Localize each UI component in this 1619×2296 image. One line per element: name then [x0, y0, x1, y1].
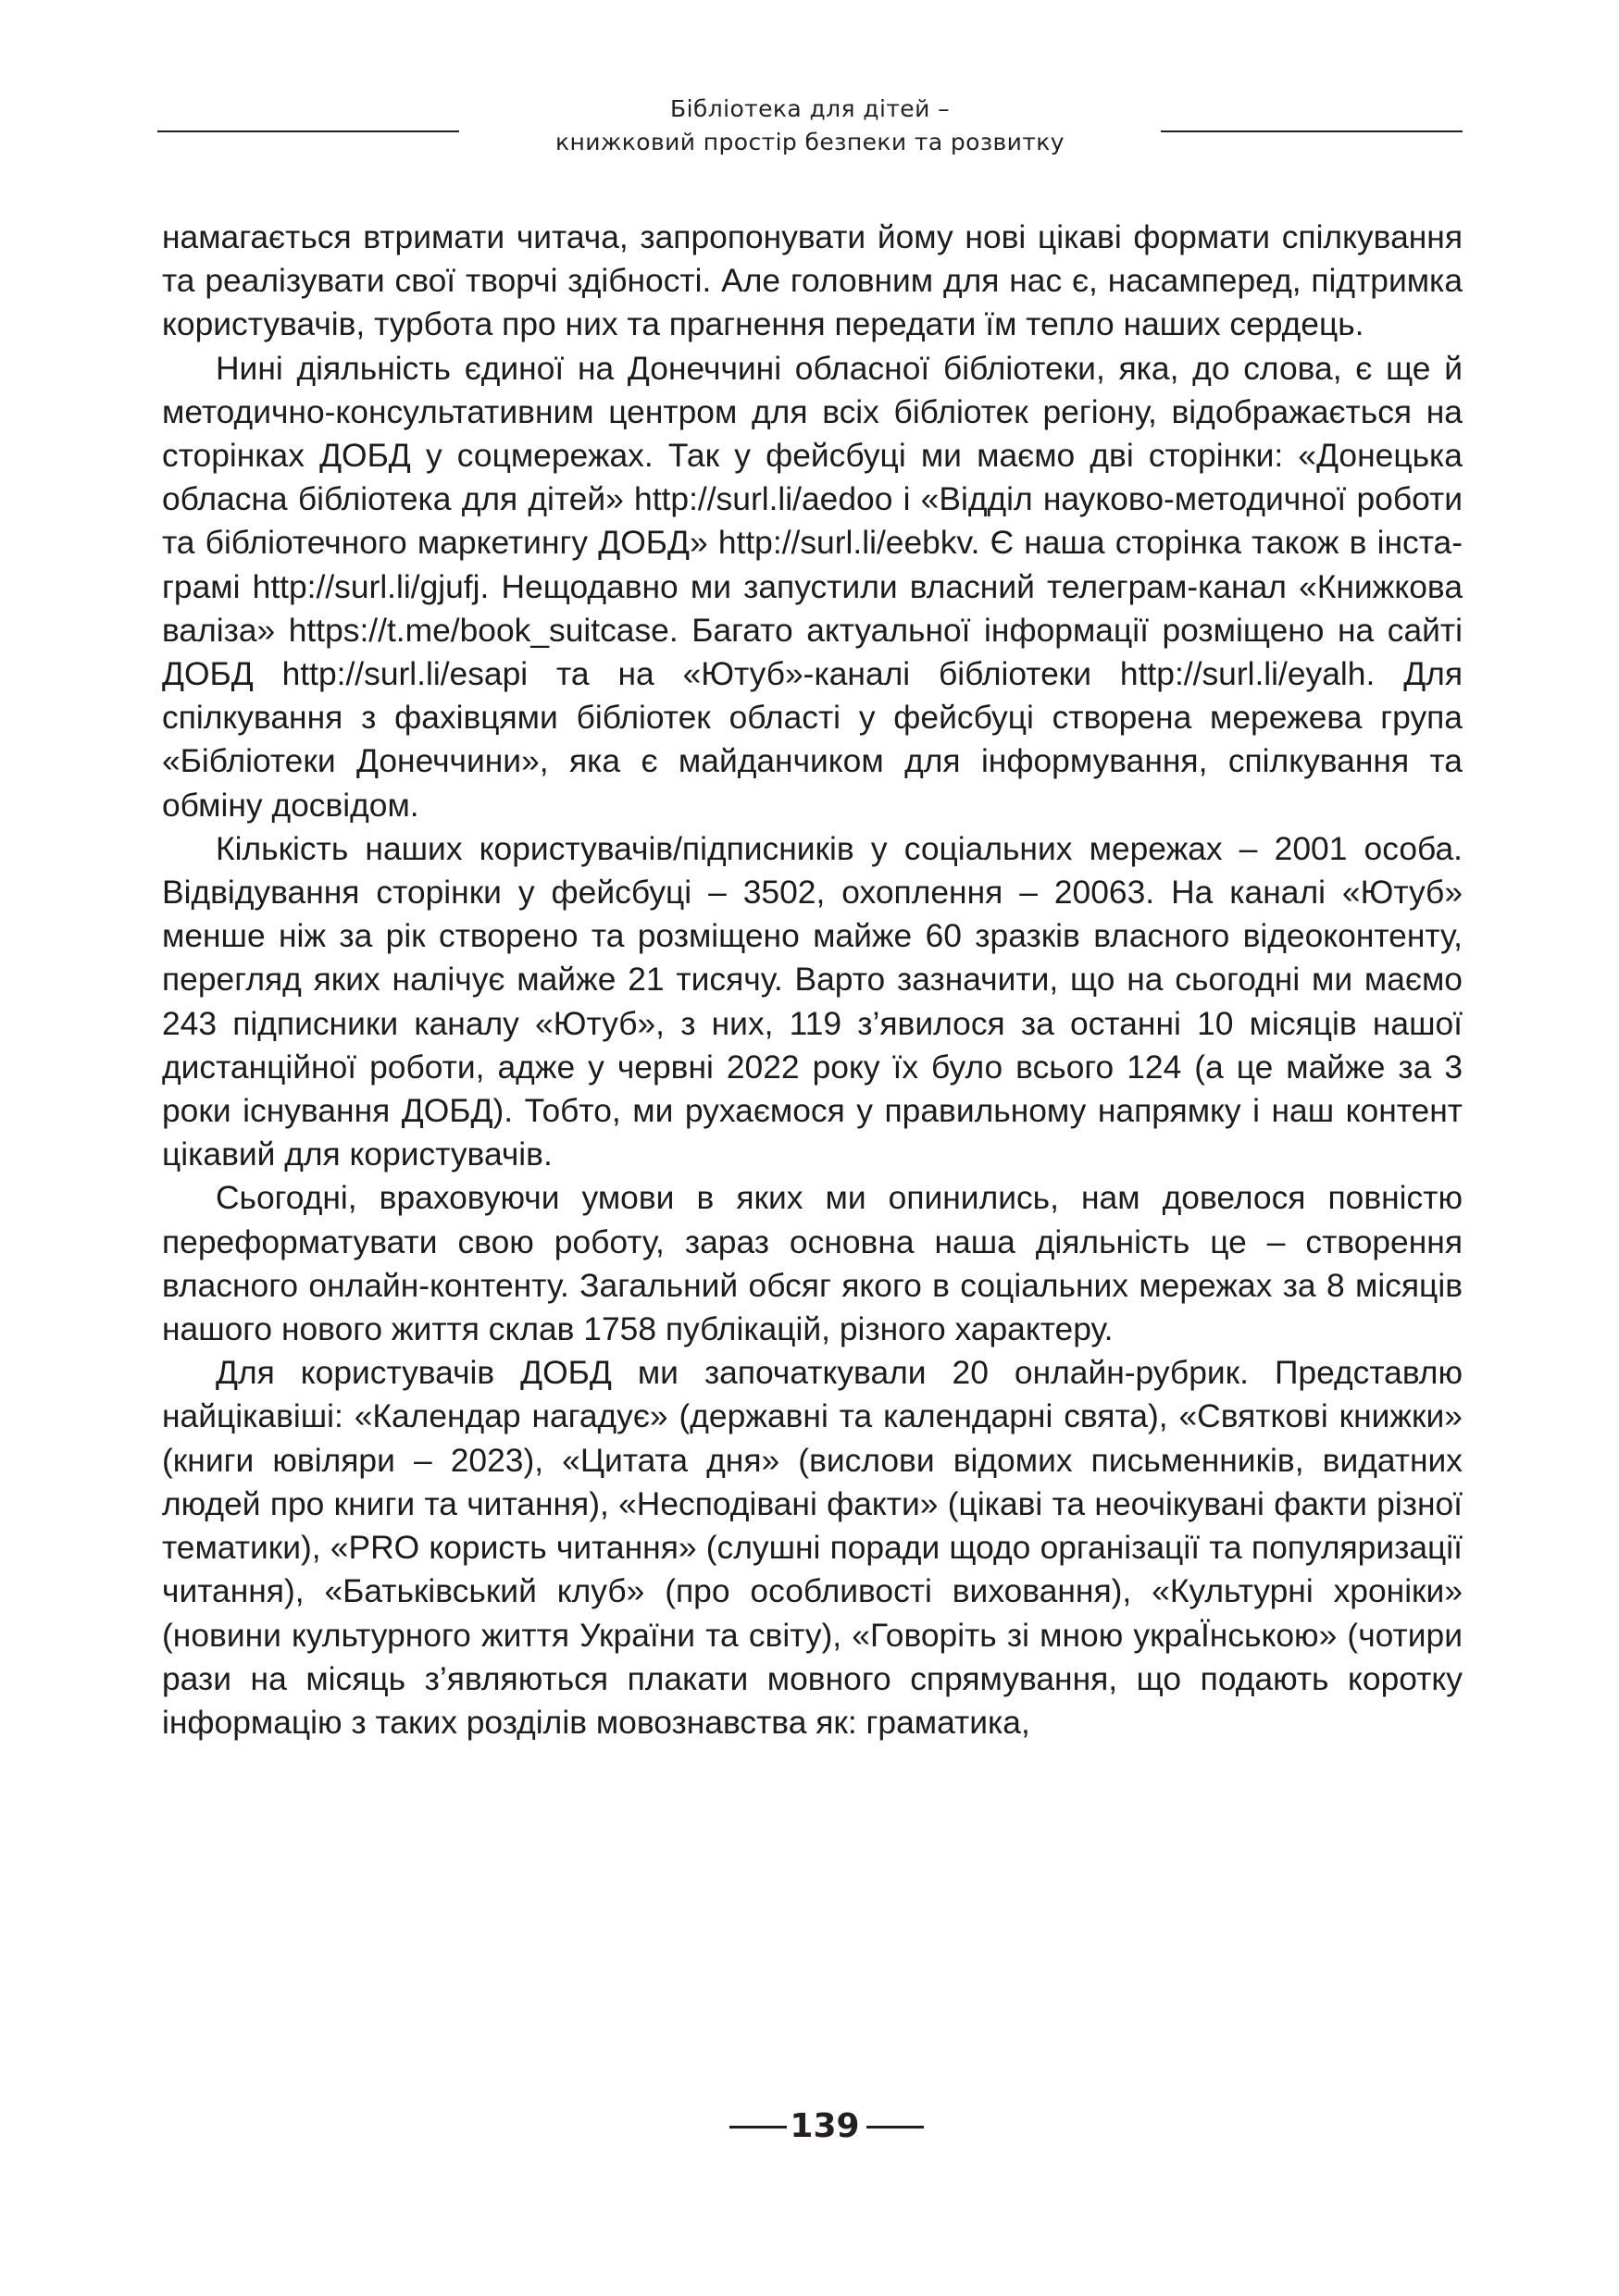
header-rule-right [1161, 130, 1463, 132]
page-number-rule-left [729, 2126, 787, 2128]
running-header [157, 93, 1463, 167]
running-header-title [157, 93, 1463, 159]
paragraph-5: Для користувачів ДОБД ми започаткували 20 онлайн-рубрик. Представлю найцікавіші: «Календар нагадує» (державні та календарні свята), «Святкові книжки» (книги ювіляри – 2023), «Цитата дня» (вислови відомих письменників, видатних людей про книги та читання), «Несподівані факти» (цікаві та неочікувані факти різної тематики), «PRO користь читання» (слушні поради щодо організації та популяризації читання), «Батьківський клуб» (про особливості виховання), «Культурні хроніки» (новини культурного життя України та світу), «Говоріть зі мною украЇнською» (чотири рази на місяць з’являються плакати мовного спрямування, що подають коротку інформацію з таких розділів мовознавства як: граматика, [162, 1354, 1463, 1741]
paragraph-4: Сьогодні, враховуючи умови в яких ми опинились, нам довелося повністю переформатувати свою роботу, зараз основна наша діяльність це – створення власного онлайн-контенту. Загальний обсяг якого в соціальних мережах за 8 місяців нашого нового життя склав 1758 публікацій, різного характеру. [162, 1179, 1463, 1348]
page-number-block [0, 2099, 1619, 2154]
running-header-line-2: книжковий простір безпеки та розвитку [554, 129, 1065, 155]
paragraph-2: Нині діяльність єдиної на Донеччині обласної бібліотеки, яка, до слова, є ще й методично-консультативним центром для всіх бібліотек регіону, відображається на сторінках ДОБД у соцмережах. Так у фейсбуці ми маємо дві сторінки: «Донецька обласна бібліотека для дітей» http://surl.li/aedoo і «Відділ науково-методичної роботи та бібліотечного маркетингу ДОБД» http://surl.li/eebkv. Є наша сторінка також в інстаграмі http://surl.li/gjufj. Нещодавно ми запустили власний телеграм-канал «Книжкова валіза» https://t.me/book_suitcase. Багато актуальної інформації розміщено на сайті ДОБД http://surl.li/esapi та на «Ютуб»-каналі бібліотеки http://surl.li/eyalh. Для спілкування з фахівцями бібліотек області у фейсбуці створена мережева група «Бібліотеки Донеччини», яка є майданчиком для інформування, спілкування та обміну досвідом. [162, 349, 1463, 824]
running-header-line-1: Бібліотека для дітей – [670, 95, 950, 122]
page-number-rule-right [866, 2126, 924, 2128]
page-number: 139 [790, 2107, 860, 2145]
body-text [162, 216, 1463, 1744]
paragraph-1: намагається втримати читача, запропонувати йому нові цікаві формати спілкування та реалізувати свої творчі здібності. Але головним для нас є, насамперед, підтримка користувачів, турбота про них та прагнення передати їм тепло наших сердець. [162, 218, 1463, 343]
paragraph-3: Кількість наших користувачів/підписників у соціальних мережах – 2001 особа. Відвідування сторінки у фейсбуці – 3502, охоплення – 20063. На каналі «Ютуб» менше ніж за рік створено та розміщено майже 60 зразків власного відеоконтенту, перегляд яких налічує майже 21 тисячу. Варто зазначити, що на сьогодні ми маємо 243 підписники каналу «Ютуб», з них, 119 з’явилося за останні 10 місяців нашої дистанційної роботи, адже у червні 2022 року їх було всього 124 (а це майже за 3 роки існування ДОБД). Тобто, ми рухаємося у правильному напрямку і наш контент цікавий для користувачів. [162, 829, 1463, 1173]
